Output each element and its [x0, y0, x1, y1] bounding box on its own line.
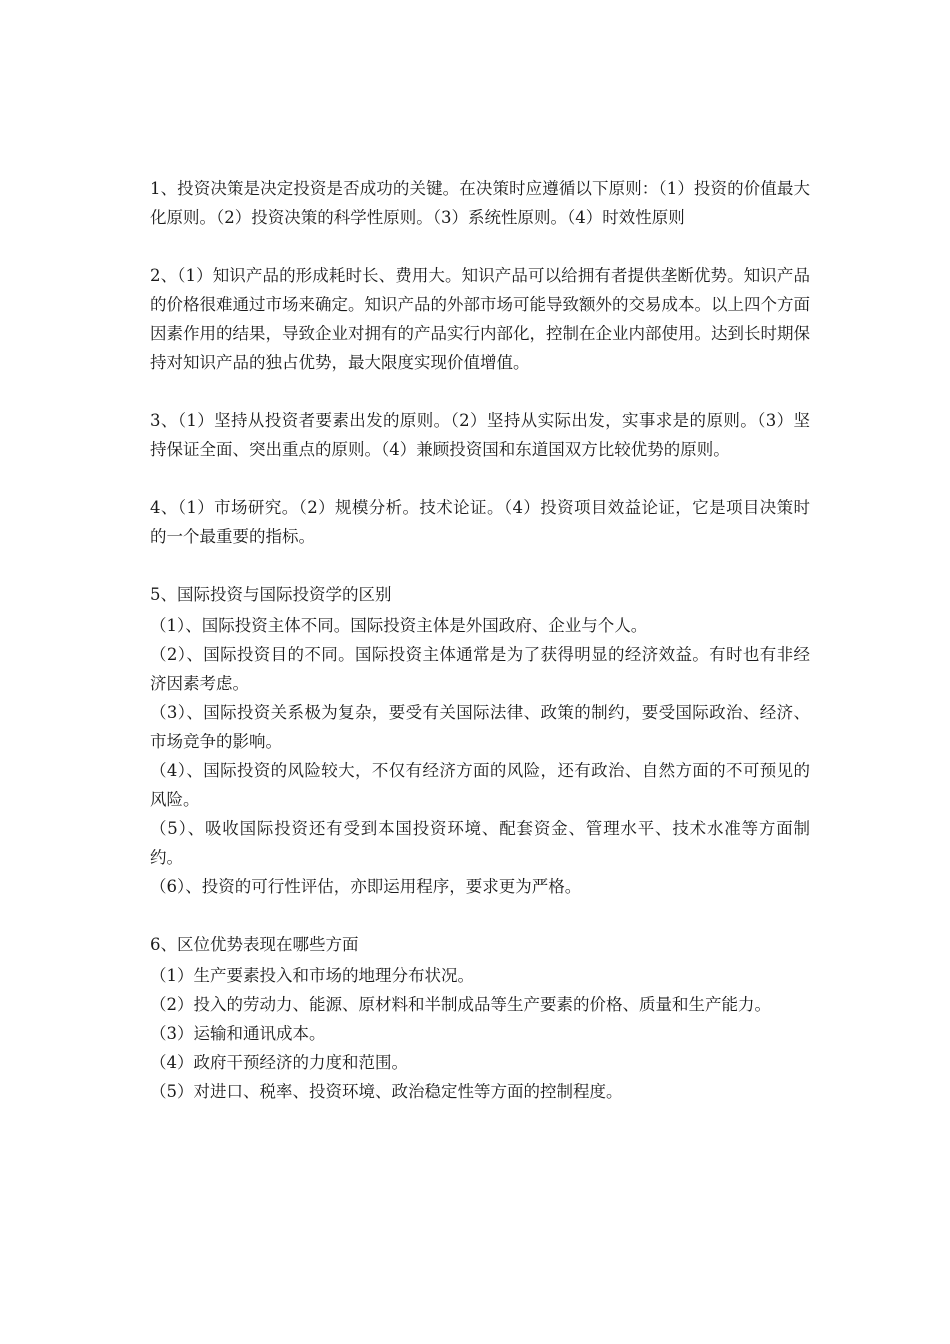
answer-3: 3、（1）坚持从投资者要素出发的原则。（2）坚持从实际出发，实事求是的原则。（3）坚持保证全面、突出重点的原则。（4）兼顾投资国和东道国双方比较优势的原则。	[150, 411, 810, 459]
answer-6-item: （5）对进口、税率、投资环境、政治稳定性等方面的控制程度。	[150, 1082, 623, 1101]
answer-2: 2、（1）知识产品的形成耗时长、费用大。知识产品可以给拥有者提供垄断优势。知识产品的价格很难通过市场来确定。知识产品的外部市场可能导致额外的交易成本。以上四个方面因素作用的结果，导致企业对拥有的产品实行内部化，控制在企业内部使用。达到长时期保持对知识产品的独占优势，最大限度实现价值增值。	[150, 266, 810, 372]
answer-4: 4、（1）市场研究。（2）规模分析。技术论证。（4）投资项目效益论证，它是项目决策时的一个最重要的指标。	[150, 498, 810, 546]
answer-5-item: （2）、国际投资目的不同。国际投资主体通常是为了获得明显的经济效益。有时也有非经济因素考虑。	[150, 645, 810, 693]
answer-5-item: （5）、吸收国际投资还有受到本国投资环境、配套资金、管理水平、技术水准等方面制约。	[150, 819, 810, 867]
answer-6-heading: 6、区位优势表现在哪些方面	[150, 935, 359, 954]
answer-6-item: （2）投入的劳动力、能源、原材料和半制成品等生产要素的价格、质量和生产能力。	[150, 995, 771, 1014]
answer-5-item: （4）、国际投资的风险较大，不仅有经济方面的风险，还有政治、自然方面的不可预见的风险。	[150, 761, 810, 809]
answer-6-item: （4）政府干预经济的力度和范围。	[150, 1053, 408, 1072]
answer-6-item: （3）运输和通讯成本。	[150, 1024, 326, 1043]
answer-5-item: （6）、投资的可行性评估，亦即运用程序，要求更为严格。	[150, 877, 582, 896]
answer-5-heading: 5、国际投资与国际投资学的区别	[150, 585, 392, 604]
answer-1: 1、投资决策是决定投资是否成功的关键。在决策时应遵循以下原则：（1）投资的价值最大化原则。（2）投资决策的科学性原则。（3）系统性原则。（4）时效性原则	[150, 179, 810, 227]
answer-6-item: （1）生产要素投入和市场的地理分布状况。	[150, 966, 474, 985]
answer-5-item: （3）、国际投资关系极为复杂，要受有关国际法律、政策的制约，要受国际政治、经济、市场竞争的影响。	[150, 703, 810, 751]
answer-5-item: （1）、国际投资主体不同。国际投资主体是外国政府、企业与个人。	[150, 616, 648, 635]
document-body	[150, 174, 810, 1106]
